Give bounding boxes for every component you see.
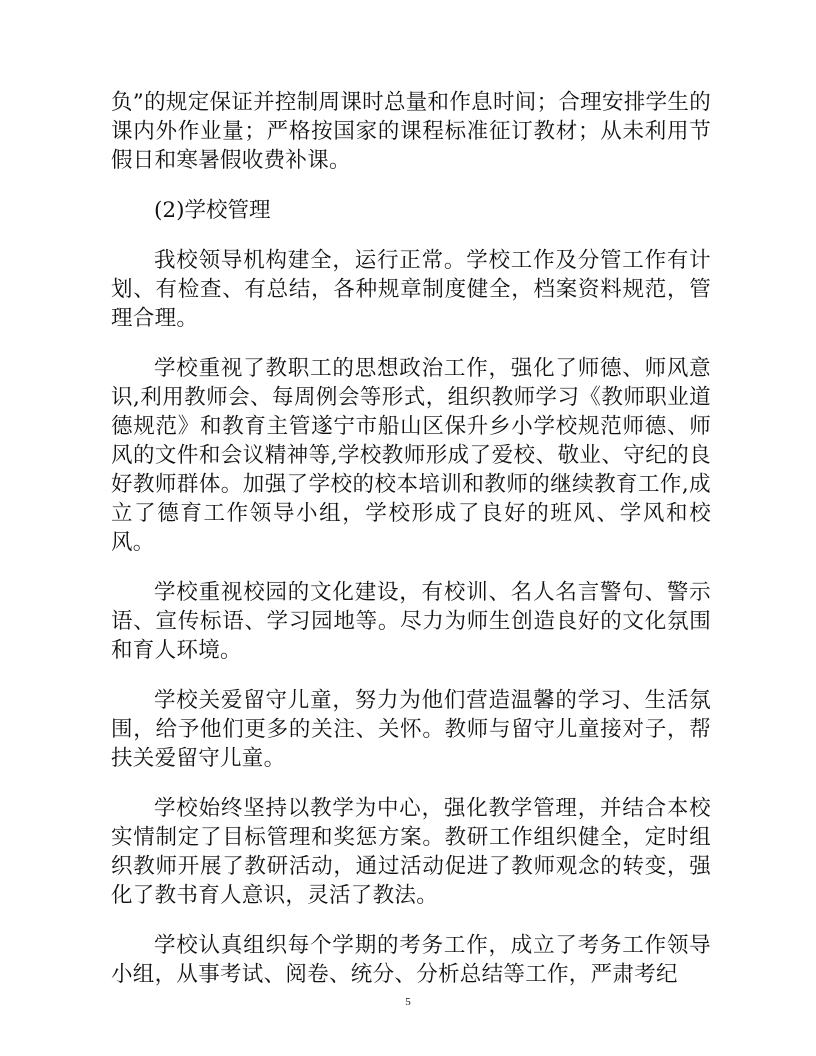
paragraph-teacher-ethics: 学校重视了教职工的思想政治工作，强化了师德、师风意识,利用教师会、每周例会等形式，组织教师学习《教师职业道德规范》和教育主管遂宁市船山区保升乡小学校规范师德、师风的文件和会议精神等,学校教师形成了爱校、敬业、守纪的良好教师群体。加强了学校的校本培训和教师的继续教育工作,成立了德育工作领导小组，学校形成了良好的班风、学风和校风。 [111,356,711,555]
paragraph-leadership: 我校领导机构建全，运行正常。学校工作及分管工作有计划、有检查、有总结，各种规章制度健全，档案资料规范，管理合理。 [111,248,711,331]
paragraph-continuation: 负”的规定保证并控制周课时总量和作息时间；合理安排学生的课内外作业量；严格按国家的课程标准征订教材；从未利用节假日和寒暑假收费补课。 [111,90,711,173]
section-heading-school-management: (2)学校管理 [154,198,271,223]
document-body [111,88,711,989]
paragraph-campus-culture: 学校重视校园的文化建设，有校训、名人名言警句、警示语、宣传标语、学习园地等。尽力为师生创造良好的文化氛围和育人环境。 [111,580,711,663]
paragraph-left-behind-children: 学校关爱留守儿童，努力为他们营造温馨的学习、生活氛围，给予他们更多的关注、关怀。教师与留守儿童接对子，帮扶关爱留守儿童。 [111,688,711,771]
paragraph-exam-affairs: 学校认真组织每个学期的考务工作，成立了考务工作领导小组，从事考试、阅卷、统分、分析总结等工作，严肃考纪 [111,933,711,987]
page-number: 5 [405,996,411,1008]
paragraph-teaching-management: 学校始终坚持以教学为中心，强化教学管理，并结合本校实情制定了目标管理和奖惩方案。教研工作组织健全，定时组织教师开展了教研活动，通过活动促进了教师观念的转变，强化了教书育人意识，灵活了教法。 [111,796,711,908]
